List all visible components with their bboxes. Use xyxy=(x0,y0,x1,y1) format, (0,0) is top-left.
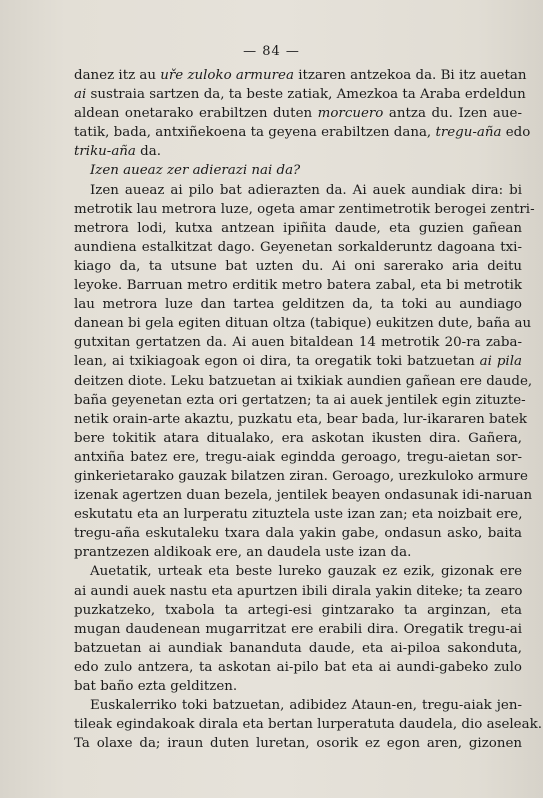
text-line xyxy=(74,181,522,200)
text-line xyxy=(74,486,533,505)
text-segment: puzkatzeko, txabola ta artegi-esi gintzarako ta arginzan, eta xyxy=(74,602,522,618)
text-segment: ai aundi auek nastu eta apurtzen ibili dirala yakin diteke; ta zearo xyxy=(74,583,523,599)
text-segment: gutxitan gertatzen da. Ai auen bitaldean 14 metrotik 20-ra zaba- xyxy=(74,335,522,351)
text-line xyxy=(74,161,522,180)
text-segment: bere tokitik atara ditualako, era askotan ikusten dira. Gañera, xyxy=(74,430,522,446)
text-line xyxy=(74,410,528,429)
italic-term: triku-aña xyxy=(74,144,136,160)
text-segment: danez itz au xyxy=(74,68,161,83)
text-segment: tregu-aña eskutaleku txara dala yakin gabe, ondasun asko, baita xyxy=(74,526,522,542)
text-segment: itzaren antzekoa da. Bi itz auetan xyxy=(293,68,527,83)
text-line xyxy=(74,448,522,467)
text-line xyxy=(74,391,526,410)
text-segment: baña geyenetan ezta ori gertatzen; ta ai auek jentilek egin zituzte- xyxy=(74,392,526,408)
text-segment: aundiena estalkitzat dago. Geyenetan sorkalderuntz dagoana txi- xyxy=(74,239,522,255)
text-segment: izenak agertzen duan bezela, jentilek beayen ondasunak idi-naruan xyxy=(74,488,533,504)
text-line xyxy=(74,562,522,581)
italic-term: uře zuloko armurea xyxy=(160,68,294,83)
italic-term: morcuero xyxy=(317,106,384,122)
text-line xyxy=(74,104,522,123)
text-segment: batzuetan ai aundiak bananduta daude, eta ai-piloa sakonduta, xyxy=(74,640,522,656)
text-line xyxy=(74,314,532,333)
text-segment: metrotik lau metrora luze, ogeta amar zentimetrotik berogei zentri- xyxy=(74,201,535,217)
text-line xyxy=(74,505,522,524)
text-line xyxy=(74,352,522,371)
text-line xyxy=(74,582,522,601)
text-segment: leyoke. Barruan metro erditik metro batera zabal, eta bi metrotik xyxy=(74,278,522,294)
text-line xyxy=(74,677,522,696)
italic-term: tregu-aña xyxy=(435,125,502,141)
text-line xyxy=(74,123,531,142)
text-line xyxy=(74,429,522,448)
page-number: — 84 — xyxy=(243,44,300,59)
text-segment: Izen aueaz ai pilo bat adierazten da. Ai auek aundiak dira: bi xyxy=(90,182,522,198)
text-segment: tileak egindakoak dirala eta bertan lurperatuta daudela, dio aseleak. xyxy=(74,717,542,733)
text-segment: mugan daudenean mugarritzat ere erabili dira. Oregatik tregu-ai xyxy=(74,621,522,637)
text-segment: lau metrora luze dan tartea gelditzen da, ta toki au aundiago xyxy=(74,297,522,313)
text-segment: Euskalerriko toki batzuetan, adibidez Ataun-en, tregu-aiak jen- xyxy=(90,698,522,714)
text-line xyxy=(74,639,522,658)
text-line xyxy=(74,333,522,352)
text-segment: prantzezen aldikoak ere, an daudela uste izan da. xyxy=(74,545,412,561)
text-line xyxy=(74,658,522,677)
text-segment: deitzen diote. Leku batzuetan ai txikiak aundien gañean ere daude, xyxy=(74,373,533,389)
text-line xyxy=(74,257,522,276)
text-line xyxy=(74,696,522,715)
text-segment: Ta olaxe da; iraun duten luretan, osorik ez egon aren, gizonen xyxy=(74,736,522,752)
text-segment: edo xyxy=(501,125,531,141)
text-segment: metrora lodi, kutxa antzean ipiñita daude, eta guzien gañean xyxy=(74,220,522,236)
text-line xyxy=(74,219,522,238)
text-segment: da. xyxy=(135,144,161,160)
text-line xyxy=(74,295,522,314)
text-line xyxy=(74,276,522,295)
text-line xyxy=(74,734,522,753)
text-segment: edo zulo antzera, ta askotan ai-pilo bat eta ai aundi-gabeko zulo xyxy=(74,659,522,675)
text-segment: ginkerietarako gauzak bilatzen ziran. Geroago, urezkuloko armure xyxy=(74,468,528,484)
text-segment: kiago da, ta utsune bat uzten du. Ai oni sarerako aria deitu xyxy=(74,258,522,274)
text-line xyxy=(74,543,522,562)
text-line xyxy=(74,524,522,543)
text-segment: bat baño ezta gelditzen. xyxy=(74,679,238,694)
text-line xyxy=(74,372,533,391)
text-line xyxy=(74,467,528,486)
text-line xyxy=(74,238,522,257)
text-line xyxy=(74,620,522,639)
text-segment: tatik, bada, antxiñekoena ta geyena erabiltzen dana, xyxy=(74,125,436,141)
body-text xyxy=(74,66,542,753)
italic-term: ai xyxy=(74,87,87,103)
text-line xyxy=(74,142,522,161)
text-segment: antxiña batez ere, tregu-aiak egindda geroago, tregu-aietan sor- xyxy=(74,449,522,465)
text-segment: aldean onetarako erabiltzen duten xyxy=(74,106,318,122)
italic-term: Izen aueaz zer adierazi nai da? xyxy=(90,163,301,179)
text-segment: lean, ai txikiagoak egon oi dira, ta oregatik toki batzuetan xyxy=(74,354,480,370)
text-line xyxy=(74,715,542,734)
text-segment: antza du. Izen aue- xyxy=(383,106,522,122)
text-line xyxy=(74,200,535,219)
text-line xyxy=(74,66,527,85)
text-segment: Auetatik, urteak eta beste lureko gauzak ez ezik, gizonak ere xyxy=(90,564,522,580)
text-line xyxy=(74,85,526,104)
text-line xyxy=(74,601,522,620)
text-segment: netik orain-arte akaztu, puzkatu eta, bear bada, lur-ikararen batek xyxy=(74,411,528,427)
text-segment: eskutatu eta an lurperatu zituztela uste izan zan; eta noizbait ere, xyxy=(74,507,523,523)
text-segment: sustraia sartzen da, ta beste zatiak, Amezkoa ta Araba erdeldun xyxy=(86,87,526,103)
text-segment: danean bi gela egiten dituan oltza (tabique) eukitzen dute, baña au xyxy=(74,316,532,332)
italic-term: ai pila xyxy=(479,354,522,370)
